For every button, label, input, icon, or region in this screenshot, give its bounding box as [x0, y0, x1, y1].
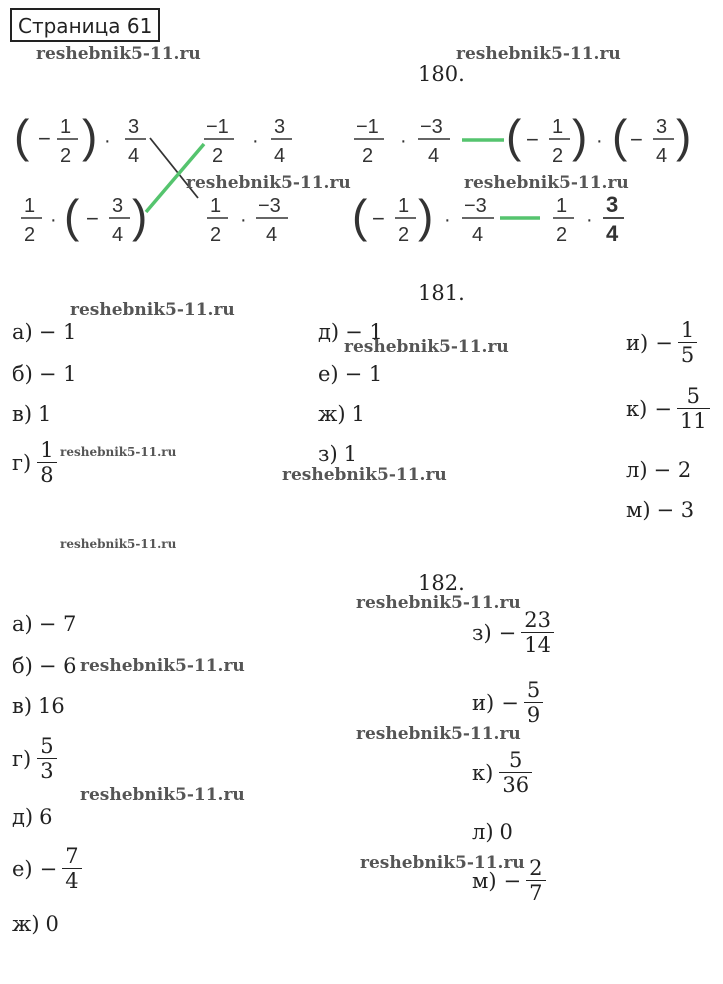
answer-182-b [12, 654, 76, 678]
minus-sign: − [372, 206, 385, 231]
answer-181-a [12, 320, 76, 344]
watermark: reshebnik5-11.ru [356, 724, 521, 744]
watermark: reshebnik5-11.ru [344, 337, 509, 357]
fraction [678, 318, 697, 367]
answer-181-k [626, 384, 710, 433]
answer-label: в) [12, 402, 33, 426]
denominator: 9 [524, 702, 543, 727]
watermark: reshebnik5-11.ru [356, 593, 521, 613]
denominator: 4 [656, 145, 668, 167]
numerator: 5 [526, 678, 541, 702]
numerator: 5 [509, 748, 523, 772]
answer-label: л) [626, 458, 648, 482]
answer-181-m [626, 498, 694, 522]
exercise-181-number: 181. [418, 281, 465, 305]
denominator: 2 [212, 145, 224, 167]
expr-row1-right [354, 110, 691, 167]
answer-value: 6 [39, 805, 53, 829]
answer-value: 16 [38, 694, 65, 718]
denominator: 2 [210, 224, 222, 246]
answer-value: 0 [45, 912, 59, 936]
watermark: reshebnik5-11.ru [60, 445, 177, 459]
denominator: 14 [521, 632, 554, 657]
answer-182-l [472, 820, 513, 844]
answer-label: б) [12, 362, 33, 386]
denominator: 2 [24, 224, 36, 246]
answer-182-zh [12, 912, 59, 936]
fraction [499, 748, 532, 797]
minus-sign: − [86, 206, 99, 231]
denominator: 4 [606, 221, 619, 246]
answer-value: − 1 [38, 320, 77, 344]
paren-open: ( [612, 110, 628, 162]
answer-label: в) [12, 694, 33, 718]
fraction [521, 608, 554, 657]
minus-sign: − [630, 127, 643, 152]
answer-label: д) [318, 320, 340, 344]
minus-sign: − [654, 396, 672, 421]
answer-182-k [472, 748, 532, 797]
answer-label: б) [12, 654, 33, 678]
denominator: 2 [552, 145, 564, 167]
answer-181-zh [318, 402, 365, 426]
answer-value: 1 [351, 402, 365, 426]
answer-182-g [12, 734, 57, 783]
minus-sign: − [503, 868, 522, 893]
answer-181-e [318, 362, 382, 386]
answer-182-z [472, 608, 554, 657]
watermark: reshebnik5-11.ru [80, 656, 245, 676]
dot: · [252, 130, 259, 152]
page-label-text: Страница 61 [18, 14, 153, 38]
paren-close: ) [572, 110, 588, 162]
answer-value: − 1 [344, 362, 383, 386]
numerator: 5 [686, 384, 700, 408]
numerator: −3 [258, 195, 281, 217]
expr-row2-mid [207, 195, 288, 246]
answer-181-i [626, 318, 697, 367]
minus-sign: − [501, 690, 519, 715]
answer-label: к) [472, 760, 494, 785]
numerator: 5 [40, 734, 54, 758]
answer-182-a [12, 612, 76, 636]
denominator: 2 [60, 145, 72, 167]
answer-label: е) [318, 362, 339, 386]
numerator: 3 [274, 116, 286, 138]
watermark: reshebnik5-11.ru [60, 537, 177, 551]
numerator: 1 [40, 438, 54, 462]
dot: · [240, 209, 247, 231]
paren-close: ) [418, 190, 434, 242]
answer-label: м) [626, 498, 651, 522]
denominator: 36 [499, 772, 532, 797]
answer-label: з) [472, 620, 492, 645]
denominator: 2 [398, 224, 410, 246]
expr-row2-right [352, 190, 624, 246]
answer-value: − 7 [38, 612, 77, 636]
numerator: 23 [524, 608, 551, 632]
denominator: 8 [37, 462, 56, 487]
exercise-180-number: 180. [418, 62, 465, 86]
paren-open: ( [14, 110, 30, 162]
watermark: reshebnik5-11.ru [282, 465, 447, 485]
watermark: reshebnik5-11.ru [464, 173, 629, 193]
dot: · [50, 209, 57, 231]
answer-181-z [318, 442, 357, 466]
answer-182-d [12, 805, 53, 829]
dot: · [586, 209, 593, 231]
watermark: reshebnik5-11.ru [456, 44, 621, 64]
watermark: reshebnik5-11.ru [36, 44, 201, 64]
numerator: −1 [356, 116, 379, 138]
paren-close: ) [82, 110, 98, 162]
expr-row1-mid [204, 116, 292, 167]
dot: · [596, 130, 603, 152]
paren-open: ( [64, 190, 80, 242]
answer-label: е) [12, 856, 33, 881]
fraction [677, 384, 710, 433]
numerator: 2 [529, 856, 543, 880]
watermark: reshebnik5-11.ru [186, 173, 351, 193]
fraction [37, 734, 56, 783]
expr-row1-left [14, 110, 146, 167]
minus-sign: − [38, 126, 51, 151]
answer-181-v [12, 402, 51, 426]
answer-label: з) [318, 442, 338, 466]
expr-row2-left [21, 190, 147, 246]
answer-label: ж) [12, 912, 40, 936]
watermark: reshebnik5-11.ru [80, 785, 245, 805]
exercise-182-number: 182. [418, 571, 465, 595]
answer-label: а) [12, 612, 33, 636]
answer-181-l [626, 458, 691, 482]
answer-value: − 6 [38, 654, 77, 678]
answer-value: 1 [343, 442, 358, 466]
minus-sign: − [498, 620, 517, 645]
numerator: 3 [656, 116, 668, 138]
answer-182-i [472, 678, 543, 727]
answer-label: и) [472, 690, 495, 715]
minus-sign: − [526, 127, 539, 152]
answer-182-v [12, 694, 65, 718]
denominator: 4 [266, 224, 278, 246]
answer-label: д) [12, 805, 34, 829]
answer-value: 0 [499, 820, 513, 844]
answer-value: − 1 [345, 320, 383, 344]
denominator: 4 [112, 224, 124, 246]
numerator: 1 [680, 318, 695, 342]
numerator: 3 [112, 195, 124, 217]
watermark: reshebnik5-11.ru [360, 853, 525, 873]
paren-close: ) [132, 190, 148, 242]
answer-label: м) [472, 868, 497, 893]
paren-close: ) [676, 110, 692, 162]
answer-label: г) [12, 450, 32, 475]
denominator: 4 [274, 145, 286, 167]
numerator: 1 [210, 195, 222, 217]
dot: · [400, 130, 407, 152]
denominator: 2 [556, 224, 568, 246]
numerator: 3 [128, 116, 140, 138]
paren-open: ( [506, 110, 522, 162]
numerator: −3 [420, 116, 443, 138]
numerator: −1 [206, 116, 229, 138]
numerator: 7 [65, 844, 79, 868]
answer-label: ж) [318, 402, 346, 426]
answer-label: к) [626, 396, 648, 421]
answer-label: г) [12, 746, 32, 771]
numerator: 1 [398, 195, 410, 217]
numerator: −3 [464, 195, 487, 217]
numerator: 1 [552, 116, 564, 138]
numerator: 3 [606, 192, 619, 217]
denominator: 11 [677, 408, 710, 433]
minus-sign: − [655, 330, 673, 355]
answer-value: − 1 [38, 362, 77, 386]
page-label [10, 8, 160, 42]
fraction [526, 856, 545, 905]
answer-182-e [12, 844, 82, 893]
fraction [524, 678, 543, 727]
numerator: 1 [24, 195, 36, 217]
answer-value: − 3 [656, 498, 695, 522]
numerator: 1 [60, 116, 72, 138]
fraction [62, 844, 81, 893]
answer-181-b [12, 362, 76, 386]
answer-181-g [12, 438, 57, 487]
answer-label: и) [626, 330, 649, 355]
answer-value: 1 [38, 402, 52, 426]
answer-value: − 2 [653, 458, 692, 482]
dot: · [444, 209, 451, 231]
denominator: 4 [128, 145, 140, 167]
paren-open: ( [352, 190, 368, 242]
answer-label: л) [472, 820, 494, 844]
denominator: 7 [526, 880, 545, 905]
denominator: 4 [62, 868, 81, 893]
denominator: 4 [428, 145, 440, 167]
minus-sign: − [39, 856, 58, 881]
denominator: 5 [678, 342, 697, 367]
denominator: 2 [362, 145, 374, 167]
denominator: 4 [472, 224, 484, 246]
dot: · [104, 130, 111, 152]
numerator: 1 [556, 195, 568, 217]
answer-182-m [472, 856, 546, 905]
answer-label: а) [12, 320, 33, 344]
denominator: 3 [37, 758, 56, 783]
fraction [37, 438, 56, 487]
watermark: reshebnik5-11.ru [70, 300, 235, 320]
